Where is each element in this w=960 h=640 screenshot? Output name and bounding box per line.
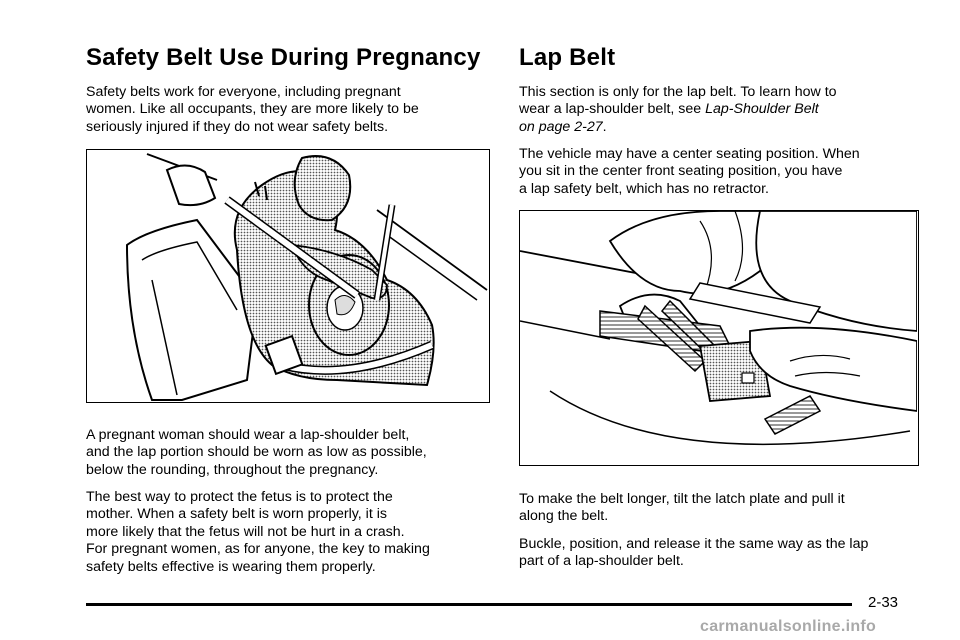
lap-belt-latch-drawing: [520, 211, 917, 464]
footer-rule: [86, 603, 852, 606]
lap-belt-intro-paragraph: This section is only for the lap belt. To learn how to wear a lap-shoulder belt, see Lap-Shoulder Belt on page 2-27.: [519, 84, 837, 135]
pregnant-woman-seatbelt-illustration: [86, 149, 490, 403]
lengthen-belt-paragraph: To make the belt longer, tilt the latch plate and pull it along the belt.: [519, 491, 845, 525]
pregnancy-intro-paragraph: Safety belts work for everyone, including pregnant women. Like all occupants, they are more likely to be seriously injured if they do not wear safety belts.: [86, 84, 419, 135]
lap-belt-latch-illustration: [519, 210, 919, 466]
section-heading-pregnancy: Safety Belt Use During Pregnancy: [86, 44, 481, 71]
page-number: 2-33: [868, 594, 899, 611]
buckle-release-paragraph: Buckle, position, and release it the same way as the lap part of a lap-shoulder belt.: [519, 536, 869, 570]
protect-fetus-paragraph: The best way to protect the fetus is to protect the mother. When a safety belt is worn properly, it is more likely that the fetus will not be hurt in a crash. For pregnant women, as for anyone, the key to making safety belts effective is wearing them properly.: [86, 489, 430, 575]
lap-shoulder-advice-paragraph: A pregnant woman should wear a lap-shoulder belt, and the lap portion should be worn as low as possible, below the rounding, throughout the pregnancy.: [86, 427, 427, 478]
watermark-text: carmanualsonline.info: [700, 618, 877, 635]
pregnant-woman-seatbelt-drawing: [87, 150, 488, 401]
center-seating-paragraph: The vehicle may have a center seating position. When you sit in the center front seating position, you have a lap safety belt, which has no retractor.: [519, 146, 860, 197]
lap-shoulder-belt-reference-link[interactable]: Lap-Shoulder Belt on page 2-27: [519, 101, 819, 135]
section-heading-lap-belt: Lap Belt: [519, 44, 616, 71]
